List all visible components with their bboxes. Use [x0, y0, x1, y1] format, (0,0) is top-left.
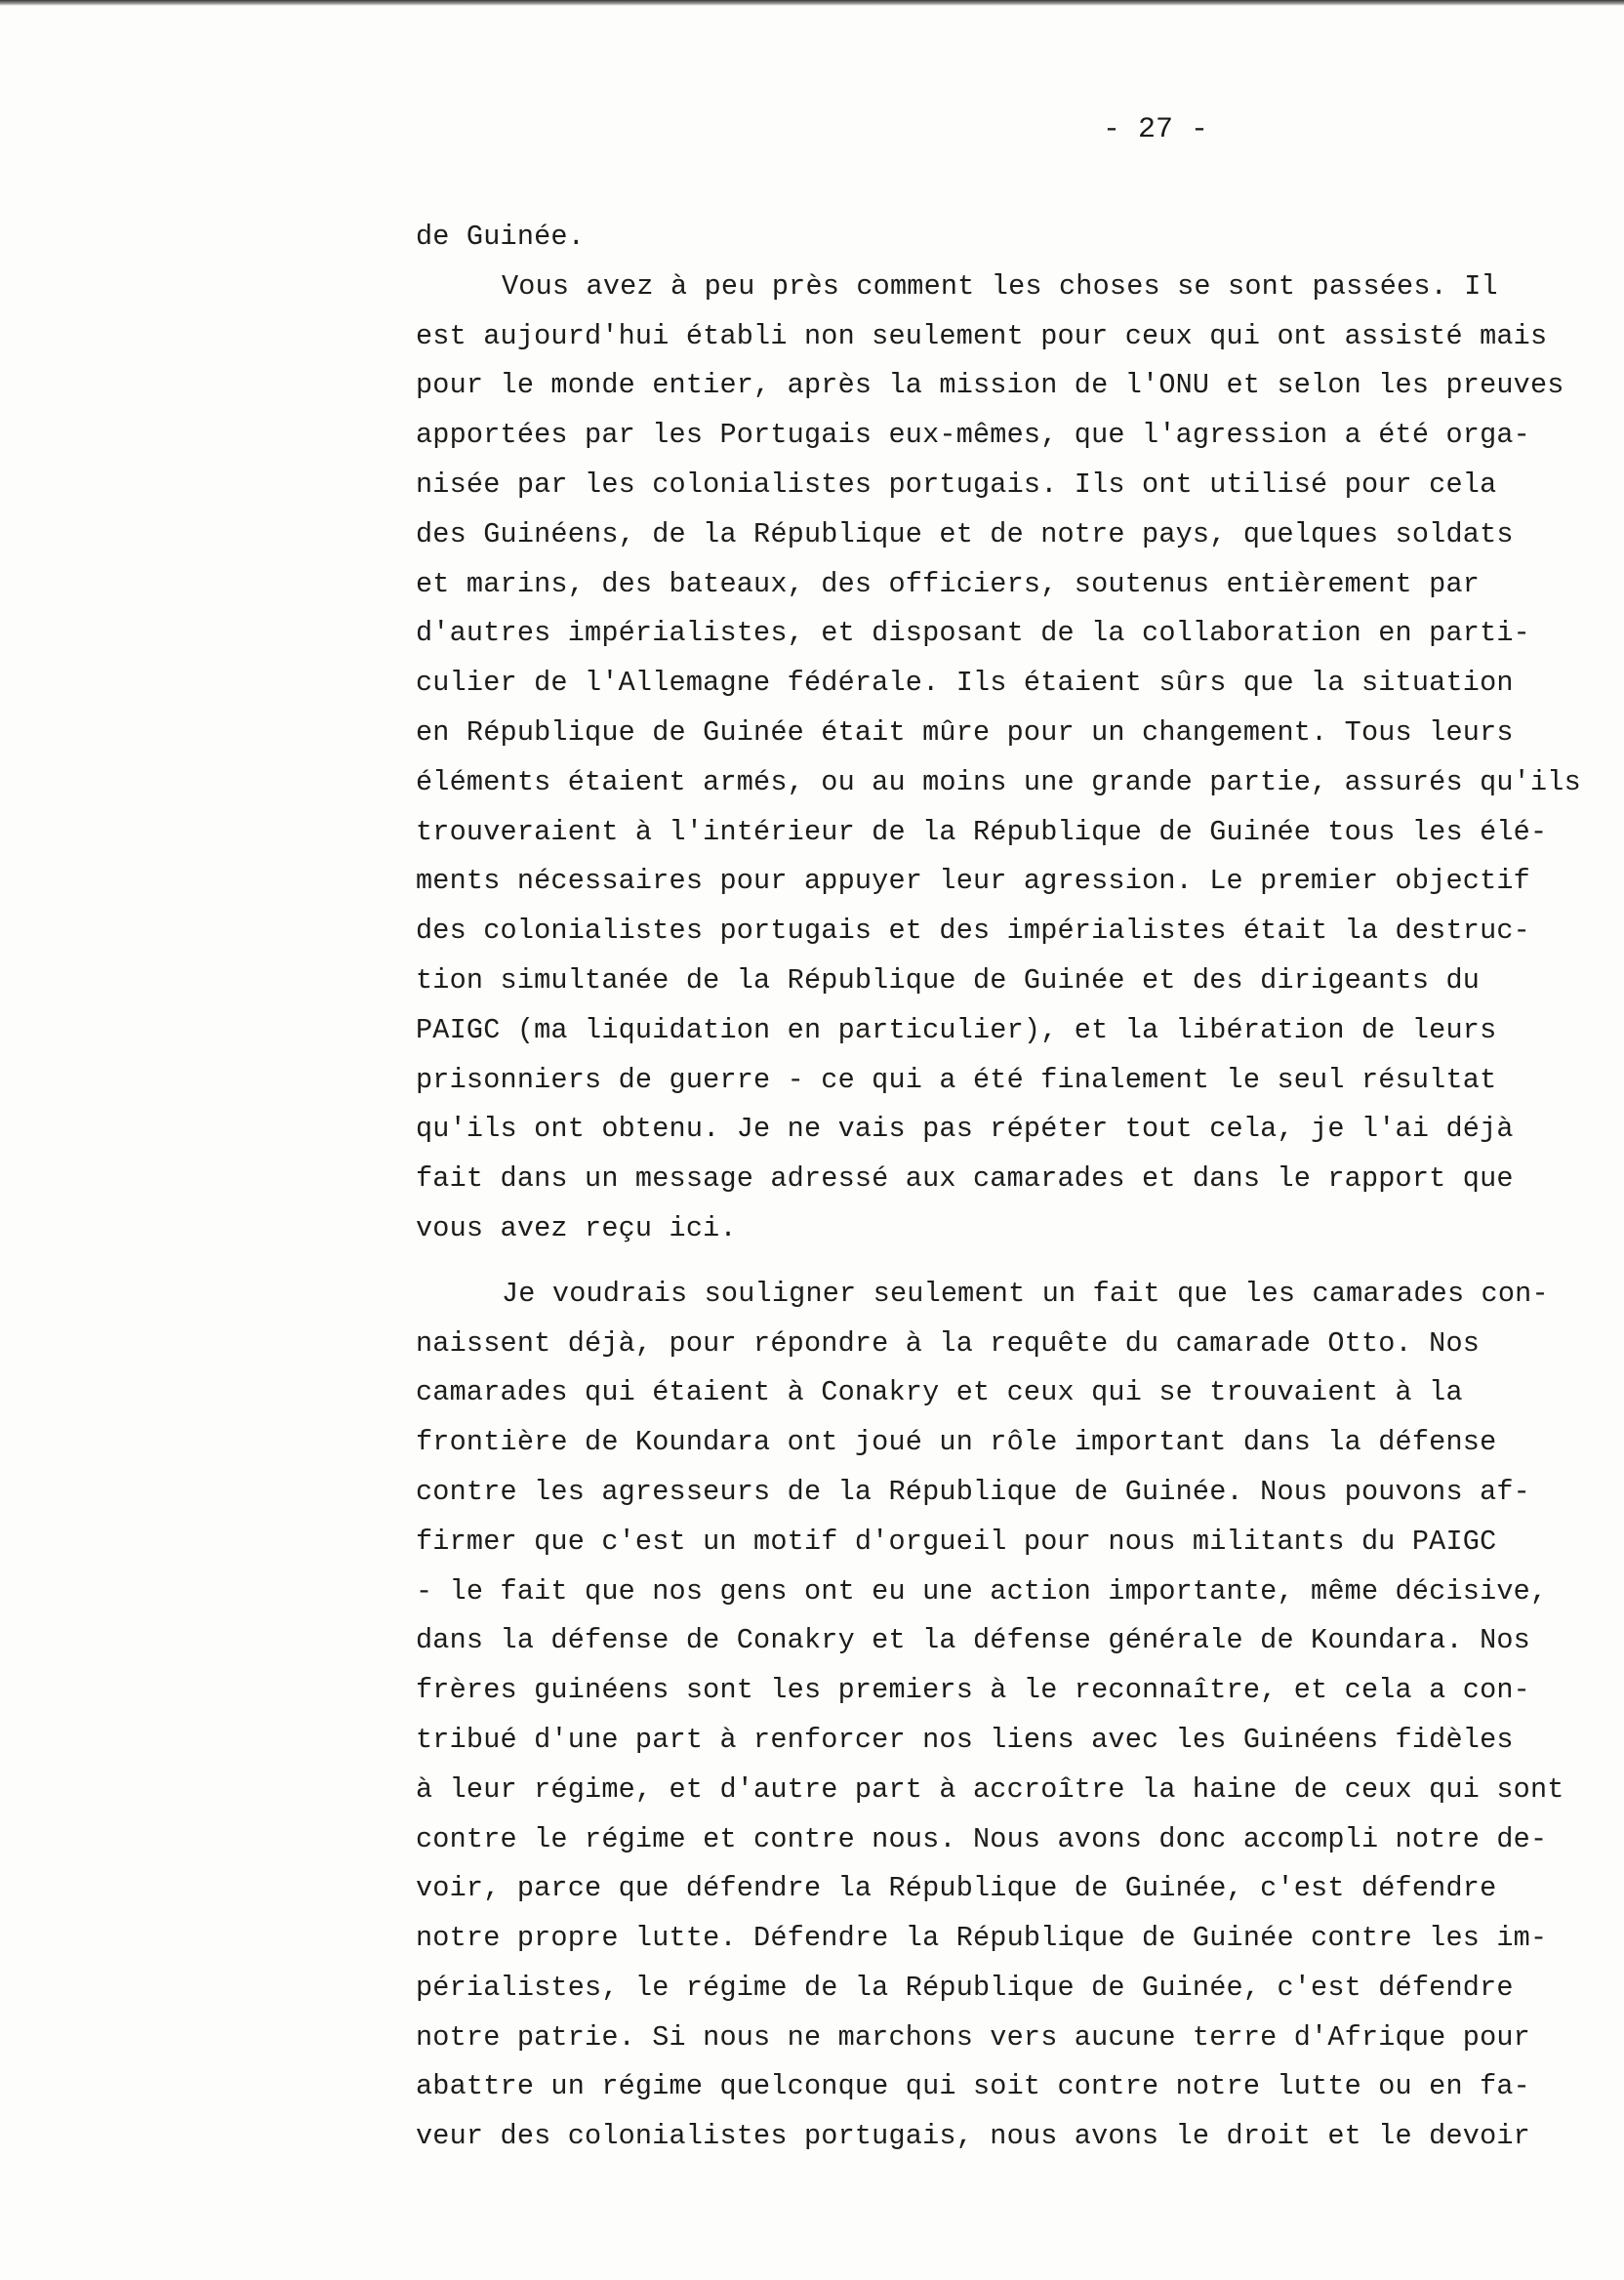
text-line: naissent déjà, pour répondre à la requête du camarade Otto. Nos — [416, 1326, 1481, 1360]
text-line: apportées par les Portugais eux-mêmes, que l'agression a été orga- — [416, 419, 1530, 452]
text-line: veur des colonialistes portugais, nous avons le droit et le devoir — [416, 2120, 1530, 2153]
text-line: périalistes, le régime de la République de Guinée, c'est défendre — [416, 1971, 1514, 2004]
text-line: contre les agresseurs de la République de Guinée. Nous pouvons af- — [416, 1475, 1530, 1508]
paragraph-gap — [416, 1254, 1597, 1270]
text-line: - le fait que nos gens ont eu une action importante, même décisive, — [416, 1574, 1548, 1608]
text-line: qu'ils ont obtenu. Je ne vais pas répéter tout cela, je l'ai déjà — [416, 1113, 1514, 1146]
text-line: notre propre lutte. Défendre la République de Guinée contre les im- — [416, 1922, 1548, 1955]
paragraph — [416, 213, 1597, 263]
text-line: tion simultanée de la République de Guinée et des dirigeants du — [416, 963, 1481, 997]
paragraph — [416, 263, 1597, 1254]
text-line: tribué d'une part à renforcer nos liens avec les Guinéens fidèles — [416, 1723, 1514, 1756]
text-line: des Guinéens, de la République et de notre pays, quelques soldats — [416, 517, 1514, 550]
text-line: est aujourd'hui établi non seulement pour ceux qui ont assisté mais — [416, 319, 1548, 352]
text-line: Vous avez à peu près comment les choses se sont passées. Il — [502, 269, 1498, 303]
text-line: éléments étaient armés, ou au moins une grande partie, assurés qu'ils — [416, 765, 1581, 798]
text-line: trouveraient à l'intérieur de la République de Guinée tous les élé- — [416, 815, 1548, 848]
text-line: de Guinée. — [416, 221, 586, 253]
text-line: en République de Guinée était mûre pour un changement. Tous leurs — [416, 715, 1514, 749]
text-line: des colonialistes portugais et des impérialistes était la destruc- — [416, 915, 1530, 948]
text-line: abattre un régime quelconque qui soit contre notre lutte ou en fa- — [416, 2070, 1530, 2103]
text-line: nisée par les colonialistes portugais. Ils ont utilisé pour cela — [416, 468, 1497, 501]
text-line: vous avez reçu ici. — [416, 1211, 737, 1244]
text-line: firmer que c'est un motif d'orgueil pour nous militants du PAIGC — [416, 1525, 1497, 1558]
text-line: frères guinéens sont les premiers à le reconnaître, et cela a con- — [416, 1674, 1530, 1707]
text-line: notre patrie. Si nous ne marchons vers aucune terre d'Afrique pour — [416, 2020, 1530, 2054]
text-line: PAIGC (ma liquidation en particulier), et la libération de leurs — [416, 1013, 1497, 1046]
document-body — [416, 213, 1597, 2162]
scan-top-edge — [0, 0, 1624, 6]
text-line: ments nécessaires pour appuyer leur agression. Le premier objectif — [416, 865, 1530, 898]
text-line: pour le monde entier, après la mission de l'ONU et selon les preuves — [416, 369, 1564, 402]
paragraph — [416, 1270, 1597, 2162]
text-line: fait dans un message adressé aux camarades et dans le rapport que — [416, 1162, 1514, 1196]
page-number: - 27 - — [1103, 113, 1209, 146]
text-line: culier de l'Allemagne fédérale. Ils étaient sûrs que la situation — [416, 667, 1514, 700]
text-line: d'autres impérialistes, et disposant de la collaboration en parti- — [416, 617, 1530, 650]
text-line: dans la défense de Conakry et la défense générale de Koundara. Nos — [416, 1624, 1530, 1657]
text-line: et marins, des bateaux, des officiers, soutenus entièrement par — [416, 567, 1481, 600]
text-line: Je voudrais souligner seulement un fait que les camarades con- — [502, 1277, 1549, 1310]
text-line: à leur régime, et d'autre part à accroître la haine de ceux qui sont — [416, 1772, 1564, 1806]
text-line: frontière de Koundara ont joué un rôle important dans la défense — [416, 1426, 1497, 1459]
text-line: prisonniers de guerre - ce qui a été finalement le seul résultat — [416, 1063, 1497, 1096]
text-line: voir, parce que défendre la République de Guinée, c'est défendre — [416, 1872, 1497, 1905]
text-line: camarades qui étaient à Conakry et ceux qui se trouvaient à la — [416, 1376, 1463, 1409]
text-line: contre le régime et contre nous. Nous avons donc accompli notre de- — [416, 1822, 1548, 1855]
